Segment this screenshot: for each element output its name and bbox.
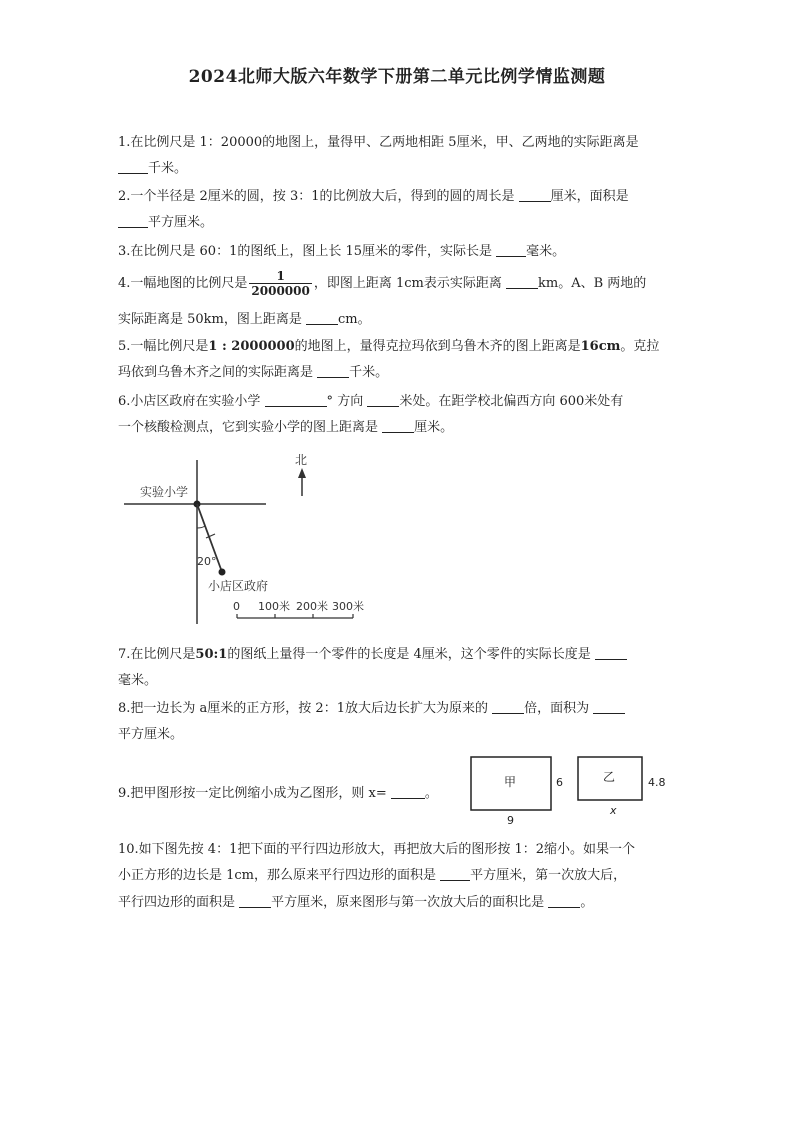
page-title: 2024北师大版六年数学下册第二单元比例学情监测题	[188, 67, 606, 87]
question-7-line-2: 毫米。	[118, 673, 158, 688]
question-2-line-1: 2.一个半径是 2厘米的圆，按 3：1的比例放大后，得到的圆的周长是 厘米，面积是	[118, 189, 629, 204]
answer-blank[interactable]	[492, 700, 524, 714]
answer-blank[interactable]	[496, 243, 526, 257]
rectangles-figure	[466, 752, 676, 830]
question-8-line-1: 8.把一边长为 a厘米的正方形，按 2：1放大后边长扩大为原来的 倍，面积为	[118, 699, 625, 719]
answer-blank[interactable]	[317, 364, 349, 378]
north-arrow-icon	[298, 468, 306, 478]
answer-blank[interactable]	[306, 311, 338, 325]
rect-jia-width: 9	[507, 814, 514, 827]
question-7-line-1: 7.在比例尺是50:1的图纸上量得一个零件的长度是 4厘米，这个零件的实际长度是	[118, 645, 627, 665]
question-6-line-2: 一个核酸检测点，它到实验小学的图上距离是 厘米。	[118, 420, 454, 435]
scale-fraction: $\frac{1}{2000000}$	[251, 269, 310, 298]
rect-yi-label: 乙	[603, 770, 616, 784]
answer-blank[interactable]	[118, 214, 148, 228]
answer-blank[interactable]	[440, 867, 470, 881]
rect-jia-label: 甲	[504, 775, 517, 789]
answer-blank[interactable]	[506, 275, 538, 289]
scale-bar	[237, 614, 353, 618]
question-4-line-2: 实际距离是 50km，图上距离是 cm。	[118, 312, 371, 327]
north-label: 北	[295, 453, 308, 467]
answer-blank[interactable]	[367, 393, 399, 407]
question-2-line-2: 平方厘米。	[118, 213, 213, 233]
question-3: 3.在比例尺是 60：1的图纸上，图上长 15厘米的零件，实际长是 毫米。	[118, 244, 566, 259]
school-label: 实验小学	[140, 485, 189, 499]
question-5-line-1: 5.一幅比例尺是1 : 2000000的地图上，量得克拉玛依到乌鲁木齐的图上距离是16cm。克拉	[118, 339, 660, 354]
question-1-line-2: 千米。	[118, 159, 187, 179]
question-5-line-2: 玛依到乌鲁木齐之间的实际距离是 千米。	[118, 365, 389, 380]
angle-label: 20°	[197, 555, 217, 568]
question-10-line-2: 小正方形的边长是 1cm，那么原来平行四边形的面积是 平方厘米，第一次放大后，	[118, 868, 627, 883]
question-8-line-2: 平方厘米。	[118, 727, 184, 742]
scale-tick-0: 0	[233, 600, 240, 613]
question-9: 9.把甲图形按一定比例缩小成为乙图形，则 x= 。	[118, 786, 438, 801]
rect-yi-height: 4.8	[648, 776, 666, 789]
scale-tick-200: 200米	[296, 600, 328, 613]
gov-label: 小店区政府	[208, 579, 269, 593]
answer-blank[interactable]	[391, 785, 425, 799]
rect-jia-height: 6	[556, 776, 563, 789]
direction-map-figure	[118, 448, 378, 630]
answer-blank[interactable]	[548, 894, 580, 908]
gov-point	[219, 569, 226, 576]
scale-tick-300: 300米	[332, 600, 364, 613]
question-4-line-1: 4.一幅地图的比例尺是 $\frac{1}{2000000}$ ，即图上距离 1cm表示实际距离 km。A、B 两地的	[118, 269, 647, 298]
angle-arc	[197, 526, 205, 528]
question-10-line-1: 10.如下图先按 4：1把下面的平行四边形放大，再把放大后的图形按 1：2缩小。如果一个	[118, 842, 636, 857]
answer-blank[interactable]	[118, 160, 148, 174]
question-6-line-1: 6.小店区政府在实验小学 ° 方向 米处。在距学校北偏西方向 600米处有	[118, 394, 624, 409]
scale-tick-100: 100米	[258, 600, 290, 613]
answer-blank[interactable]	[265, 393, 327, 407]
answer-blank[interactable]	[593, 700, 625, 714]
answer-blank[interactable]	[595, 646, 627, 660]
answer-blank[interactable]	[519, 188, 551, 202]
rect-yi-width: x	[610, 804, 617, 817]
question-1-line-1: 1.在比例尺是 1：20000的地图上，量得甲、乙两地相距 5厘米，甲、乙两地的实际距离是	[118, 135, 639, 150]
answer-blank[interactable]	[382, 419, 414, 433]
question-10-line-3: 平行四边形的面积是 平方厘米，原来图形与第一次放大后的面积比是 。	[118, 895, 594, 910]
answer-blank[interactable]	[239, 894, 271, 908]
